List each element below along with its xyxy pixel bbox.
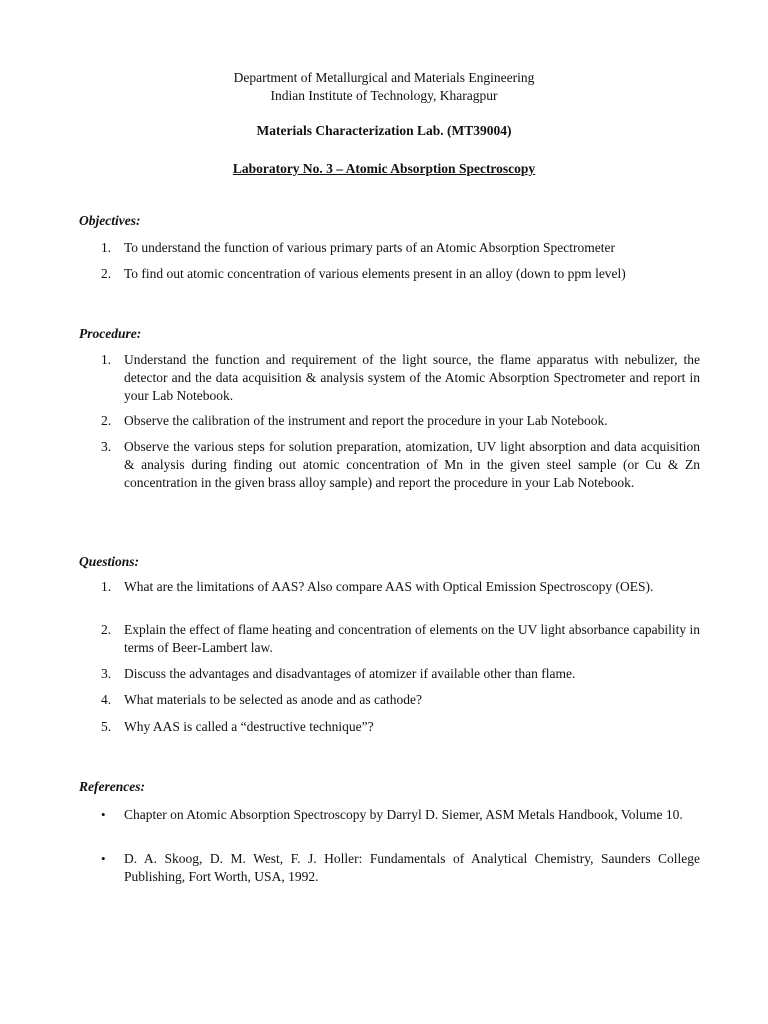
item-number: 1. [101,240,112,255]
item-text: What are the limitations of AAS? Also compare AAS with Optical Emission Spectroscopy (OES). [124,579,654,594]
item-text: To understand the function of various primary parts of an Atomic Absorption Spectrometer [124,240,615,255]
item-text: Explain the effect of flame heating and concentration of elements on the UV light absorbance capability in terms of Beer-Lambert law. [124,622,700,655]
references-heading: References: [79,779,145,794]
item-number: 2. [101,622,112,637]
item-text: What materials to be selected as anode and as cathode? [124,692,422,707]
bullet-icon: • [101,807,106,822]
item-number: 3. [101,439,112,454]
institute-name: Indian Institute of Technology, Kharagpur [270,88,498,103]
item-number: 2. [101,266,112,281]
lab-title: Materials Characterization Lab. (MT39004) [256,123,512,138]
item-number: 3. [101,666,112,681]
item-text: D. A. Skoog, D. M. West, F. J. Holler: Fundamentals of Analytical Chemistry, Saunders College Publishing, Fort Worth, USA, 1992. [124,851,700,884]
item-number: 1. [101,352,112,367]
objectives-heading: Objectives: [79,213,141,228]
department-name: Department of Metallurgical and Materials Engineering [233,70,535,85]
item-text: Observe the various steps for solution preparation, atomization, UV light absorption and data acquisition & analysis during finding out atomic concentration of Mn in the given steel sample (or Cu & Zn concentration in the given brass alloy sample) and report the procedure in your Lab Notebook. [124,439,700,490]
item-number: 5. [101,719,112,734]
procedure-heading: Procedure: [79,326,142,341]
lab-number-title [0,160,768,178]
questions-heading: Questions: [79,554,140,569]
item-number: 4. [101,692,112,707]
item-text: Understand the function and requirement of the light source, the flame apparatus with nebulizer, the detector and the data acquisition & analysis system of the Atomic Absorption Spectrometer and report in your Lab Notebook. [124,352,700,403]
item-text: To find out atomic concentration of various elements present in an alloy (down to ppm level) [124,266,626,281]
bullet-icon: • [101,851,106,866]
lab-number-text: Laboratory No. 3 – Atomic Absorption Spectroscopy [232,161,536,176]
item-text: Observe the calibration of the instrument and report the procedure in your Lab Notebook. [124,413,608,428]
item-text: Chapter on Atomic Absorption Spectroscopy by Darryl D. Siemer, ASM Metals Handbook, Volume 10. [124,807,683,822]
item-number: 1. [101,579,112,594]
item-text: Why AAS is called a “destructive technique”? [124,719,374,734]
item-number: 2. [101,413,112,428]
item-text: Discuss the advantages and disadvantages of atomizer if available other than flame. [124,666,576,681]
